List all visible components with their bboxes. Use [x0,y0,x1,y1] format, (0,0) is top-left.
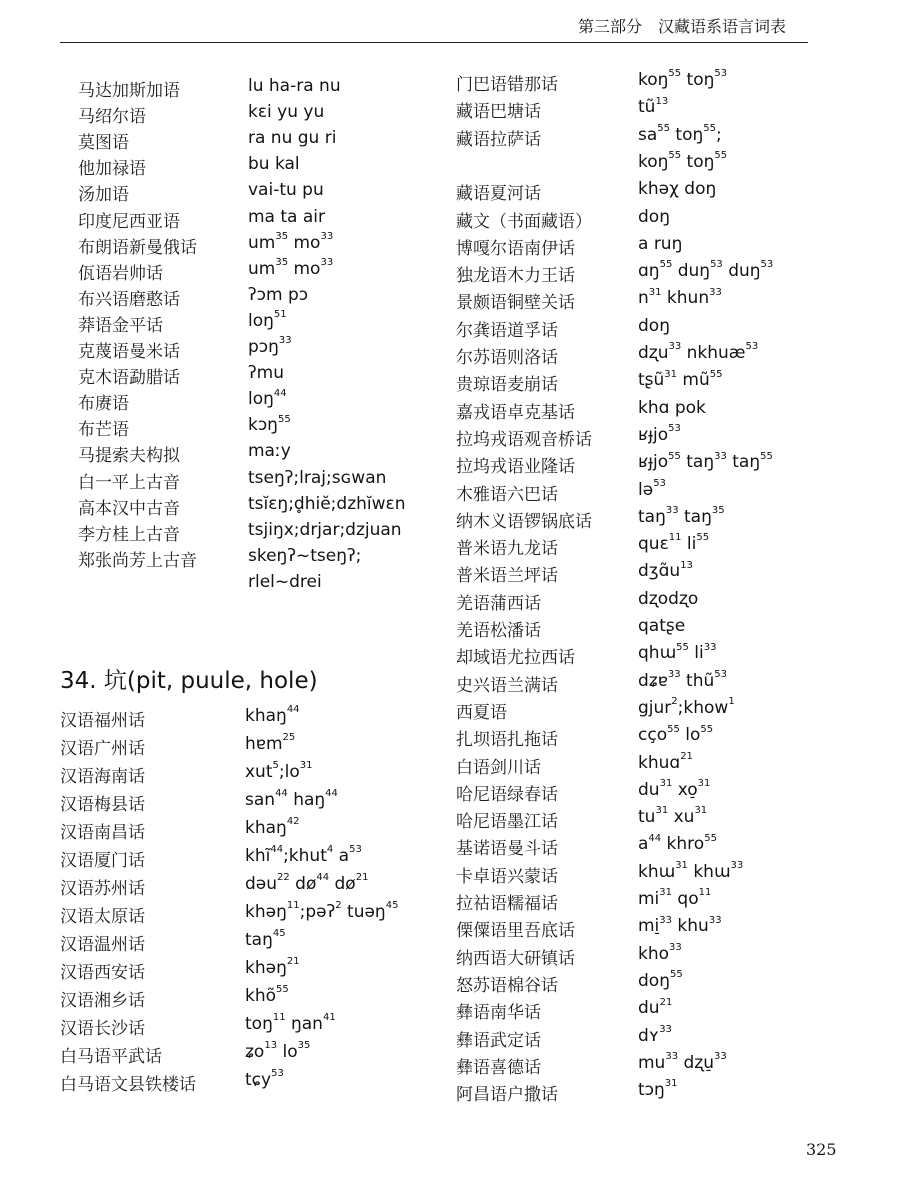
word-form: khəŋ$^{11}$;pəʔ$^2$ tuəŋ$^{45}$ [245,900,399,922]
word-form: tɕy$^{53}$ [245,1068,284,1090]
language-name: 藏语巴塘话 [456,102,541,123]
word-form: pɔŋ$^{33}$ [248,335,292,357]
word-form: loŋ$^{51}$ [248,309,287,331]
language-name: 汉语苏州话 [60,879,145,899]
word-form: tʂũ$^{31}$ $mũ^{55}$ [638,368,723,391]
language-name: 门巴语错那话 [456,75,558,95]
running-header [60,0,808,43]
word-form: hɐm$^{25}$ [245,732,296,754]
word-form: qatʂe [638,616,686,636]
language-name: 汤加语 [78,185,129,206]
language-name: 纳西语大研镇话 [456,948,575,969]
word-form: koŋ$^{55}$ toŋ$^{55}$ [638,150,728,172]
language-name: 郑张尚芳上古音 [78,550,197,571]
language-name: 却域语尤拉西话 [456,648,575,669]
word-form: koŋ$^{55}$ toŋ$^{53}$ [638,68,728,90]
language-name: 普米语九龙话 [456,539,558,560]
word-form: skeŋʔ~tseŋʔ; [248,545,362,566]
word-form: ʁɟjo$^{55}$ taŋ$^{33}$ taŋ$^{55}$ [638,450,773,473]
language-name: 布兴语磨憨话 [78,289,180,310]
word-form: $tũ^{13}$ [638,95,669,118]
language-name: 藏语拉萨话 [456,129,541,150]
word-form: taŋ$^{45}$ [245,928,286,950]
word-form: ʑo$^{13}$ $lo^{35}$ [245,1040,311,1062]
word-form: khəŋ$^{21}$ [245,956,300,978]
header-text [578,14,786,37]
word-form: doŋ [638,206,670,227]
word-form: khuɑ$^{21}$ [638,750,693,773]
language-name: 佤语岩帅话 [78,263,163,284]
language-name: 西夏语 [456,702,507,723]
word-form: ra nu gu ri [248,128,337,149]
word-form: quɛ$^{11}$ $li^{55}$ [638,532,710,555]
language-name: 哈尼语墨江话 [456,812,558,833]
word-form: $um^{35}$ $mo^{33}$ [248,257,334,279]
language-name: 普米语兰坪话 [456,566,558,587]
word-form: a ruŋ [638,233,683,254]
language-name: 羌语蒲西话 [456,593,541,614]
word-form: $tu^{31}$ $xu^{31}$ [638,805,708,828]
language-name: 纳木义语锣锅底话 [456,511,592,532]
header-part: 第三部分 [577,17,642,36]
language-name: 贵琼语麦崩话 [456,375,558,396]
word-form: $dʒɑ̃u^{13}$ [638,559,693,582]
language-name: 拉祜语糯福话 [456,894,558,914]
word-form: lu ha-ra nu [248,76,341,96]
language-name: 莫图语 [78,133,129,154]
language-name: 拉坞戎语业隆话 [456,457,575,478]
language-name: 汉语福州话 [60,711,145,731]
language-name: 基诺语曼斗话 [456,839,558,860]
language-name: 嘉戎语卓克基话 [456,402,575,423]
language-name: 傈僳语里吾底话 [456,921,575,942]
language-name: 李方桂上古音 [78,524,180,545]
language-name: 马绍尔语 [78,107,146,128]
word-form: $sa^{55}$ toŋ$^{55}$; [638,122,722,145]
word-form: ʁɟjo$^{53}$ [638,423,681,445]
word-form: gjur$^2$;khow$^1$ [638,696,735,718]
word-form: lə$^{53}$ [638,477,666,500]
word-form: mi̠$^{33}$ khu$^{33}$ [638,914,722,937]
language-name: 白马语文县铁楼话 [60,1075,196,1095]
language-name: 藏文（书面藏语） [456,211,592,232]
word-form: khõ$^{55}$ [245,984,289,1006]
word-form: $mi^{31}$ $qo^{11}$ [638,887,712,909]
language-name: 高本汉中古音 [78,498,180,519]
word-form: dʐu$^{33}$ nkhuæ$^{53}$ [638,341,759,363]
language-name: 尔苏语则洛话 [456,348,558,368]
language-name: 哈尼语绿春话 [456,784,558,805]
word-form: $du^{31}$ xo̠$^{31}$ [638,778,711,800]
header-title: 汉藏语系语言词表 [657,17,786,36]
language-name: 马提索夫构拟 [78,446,180,467]
word-form: ʔmu [248,363,285,384]
language-name: 卡卓语兴蒙话 [456,866,558,887]
word-form: khaŋ$^{42}$ [245,816,300,838]
language-name: 汉语温州话 [60,935,145,955]
word-form: dəu$^{22}$ $dø^{44}$ $dø^{21}$ [245,872,369,894]
language-name: 木雅语六巴话 [456,484,558,505]
language-name: 史兴语兰满话 [456,675,558,696]
word-form: rlel~drei [248,571,322,592]
language-name: 景颇语铜壁关话 [456,293,575,314]
language-name: 藏语夏河话 [456,184,541,205]
word-form: san$^{44}$ haŋ$^{44}$ [245,788,338,810]
word-form: bu kal [248,154,300,175]
language-name: 彝语武定话 [456,1030,541,1051]
word-form: tseŋʔ;lraj;sɢwan [248,467,387,488]
word-form: dʐodʐo [638,588,699,609]
language-name: 汉语梅县话 [60,795,145,815]
language-name: 克蔑语曼米话 [78,342,180,362]
language-name: 汉语南昌话 [60,823,145,843]
word-form: toŋ$^{11}$ ŋan$^{41}$ [245,1012,336,1034]
language-name: 白一平上古音 [78,472,180,493]
word-form: doŋ [638,315,670,336]
language-name: 博嘎尔语南伊话 [456,238,575,259]
section-34-title: 34. 坑(pit, puule, hole) [60,668,318,694]
word-form: tsĭɛŋ;d̥hiĕ;dzhĭwɛn [248,493,406,514]
word-form: dʑɐ$^{33}$ thũ$^{53}$ [638,668,728,691]
page-number: 325 [806,1140,837,1159]
language-name: 彝语喜德话 [456,1057,541,1078]
language-name: 扎坝语扎拖话 [456,730,558,751]
word-form: maːy [248,441,291,462]
language-name: 羌语松潘话 [456,621,541,641]
word-form: cço$^{55}$ $lo^{55}$ [638,723,714,746]
word-form: vai-tu pu [248,180,324,201]
language-name: 拉坞戎语观音桥话 [456,429,592,450]
word-form: khəχ doŋ [638,179,717,200]
word-form: qhɯ$^{55}$ $li^{33}$ [638,641,717,664]
language-name: 布朗语新曼俄话 [78,237,197,258]
word-form: kɛi yu yu [248,102,325,123]
language-name: 独龙语木力王话 [456,266,575,287]
language-name: 白语剑川话 [456,757,541,778]
word-form: loŋ$^{44}$ [248,387,287,410]
language-name: 汉语海南话 [60,767,145,787]
language-name: 印度尼西亚语 [78,211,180,232]
language-name: 马达加斯加语 [78,81,180,101]
language-name: 克木语勐腊话 [78,368,180,389]
language-name: 布芒语 [78,420,129,441]
language-name: 汉语湘乡话 [60,991,145,1011]
language-name: 他加禄语 [78,159,146,180]
word-form: $xut^5;lo^{31}$ [245,760,313,782]
word-form: khĩ$^{44}$;khut$^4$ $a^{53}$ [245,844,362,866]
word-form: $n^{31}$ khun$^{33}$ [638,286,722,309]
language-name: 阿昌语户撒话 [456,1085,558,1106]
language-name: 尔龚语道孚话 [456,320,558,341]
language-name: 彝语南华话 [456,1003,541,1024]
language-name: 汉语太原话 [60,907,145,927]
word-form: khaŋ$^{44}$ [245,704,300,726]
word-form: ʔɔm pɔ [248,284,309,305]
language-name: 布赓语 [78,394,129,415]
word-form: $du^{21}$ [638,996,673,1019]
word-form: tsjiŋx;drjar;dzjuan [248,519,402,540]
word-form: khɯ$^{31}$ khɯ$^{33}$ [638,860,744,882]
language-name: 汉语西安话 [60,963,145,983]
word-form: $mu^{33}$ dʐu̠$^{33}$ [638,1051,727,1073]
word-form: ma ta air [248,206,325,227]
word-form: taŋ$^{33}$ taŋ$^{35}$ [638,505,725,527]
word-form: $a^{44}$ khro$^{55}$ [638,832,717,855]
language-name: 白马语平武话 [60,1047,162,1067]
word-form: doŋ$^{55}$ [638,969,683,991]
word-form: khɑ pok [638,397,706,418]
language-name: 汉语广州话 [60,739,145,759]
language-name: 怒苏语棉谷话 [456,975,558,996]
word-form: ɑŋ$^{55}$ duŋ$^{53}$ duŋ$^{53}$ [638,259,774,282]
word-form: tɔŋ$^{31}$ [638,1078,678,1101]
language-name: 汉语厦门话 [60,851,145,871]
word-form: $um^{35}$ $mo^{33}$ [248,230,334,253]
word-form: kho$^{33}$ [638,941,682,964]
word-form: dʏ$^{33}$ [638,1023,672,1046]
word-form: kɔŋ$^{55}$ [248,413,291,436]
language-name: 莽语金平话 [78,315,163,336]
language-name: 汉语长沙话 [60,1019,145,1039]
